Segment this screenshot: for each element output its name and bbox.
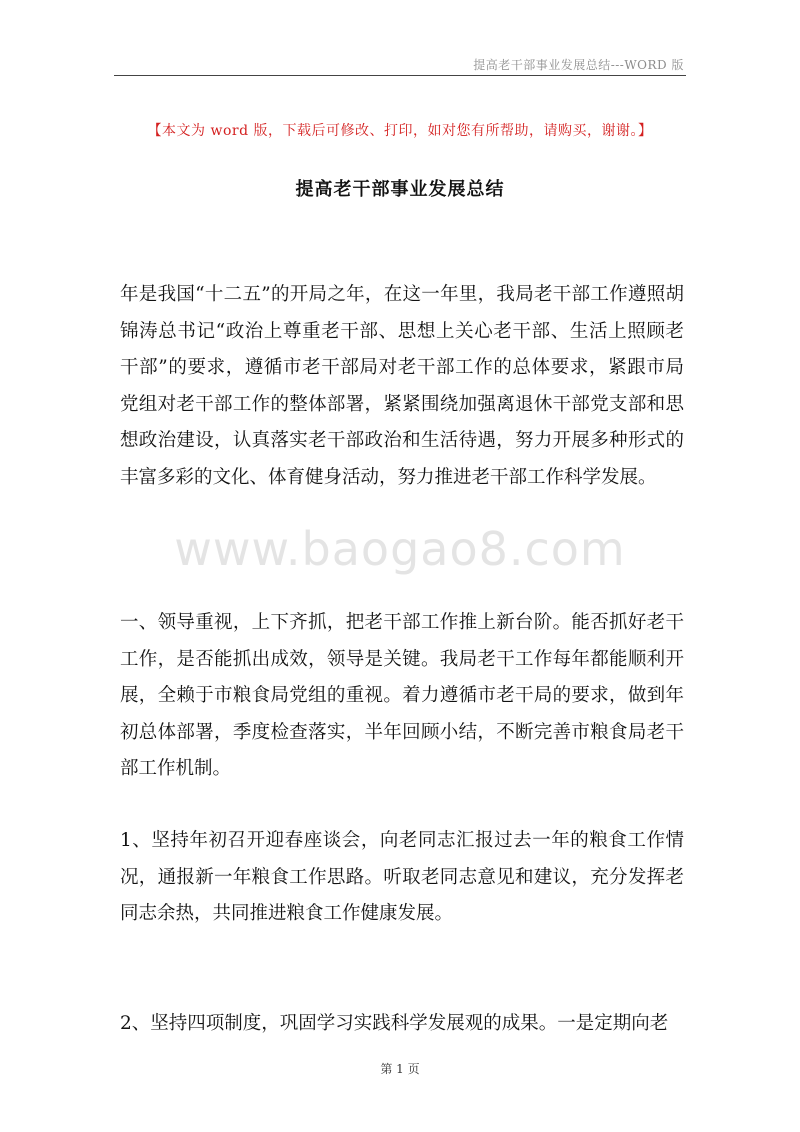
paragraph-item-one: 1、坚持年初召开迎春座谈会，向老同志汇报过去一年的粮食工作情况，通报新一年粮食工作思路。听取老同志意见和建议，充分发挥老同志余热，共同推进粮食工作健康发展。 xyxy=(120,830,684,924)
document-title: 提高老干部事业发展总结 xyxy=(295,179,505,200)
watermark-text: www.baogao8.com xyxy=(174,522,626,576)
paragraph-section-one: 一、领导重视，上下齐抓，把老干部工作推上新台阶。能否抓好老干工作，是否能抓出成效，领导是关键。我局老干工作每年都能顺利开展，全赖于市粮食局党组的重视。着力遵循市老干局的要求，做到年初总体部署，季度检查落实，半年回顾小结，不断完善市粮食局老干部工作机制。 xyxy=(120,612,684,779)
paragraph-item-two-container xyxy=(120,1006,684,1043)
header-divider xyxy=(114,75,686,76)
purchase-notice: 【本文为 word 版，下载后可修改、打印，如对您有所帮助，请购买，谢谢。】 xyxy=(147,123,653,139)
running-header: 提高老干部事业发展总结---WORD 版 xyxy=(473,58,684,72)
paragraph-intro: 年是我国“十二五”的开局之年，在这一年里，我局老干部工作遵照胡锦涛总书记“政治上尊重老干部、思想上关心老干部、生活上照顾老干部”的要求，遵循市老干部局对老干部工作的总体要求，紧跟市局党组对老干部工作的整体部署，紧紧围绕加强离退休干部党支部和思想政治建设，认真落实老干部政治和生活待遇，努力开展多种形式的丰富多彩的文化、体育健身活动，努力推进老干部工作科学发展。 xyxy=(120,284,684,488)
paragraph-item-two: 2、坚持四项制度，巩固学习实践科学发展观的成果。一是定期向老 xyxy=(120,1013,669,1034)
page-number: 第 1 页 xyxy=(380,1062,420,1076)
